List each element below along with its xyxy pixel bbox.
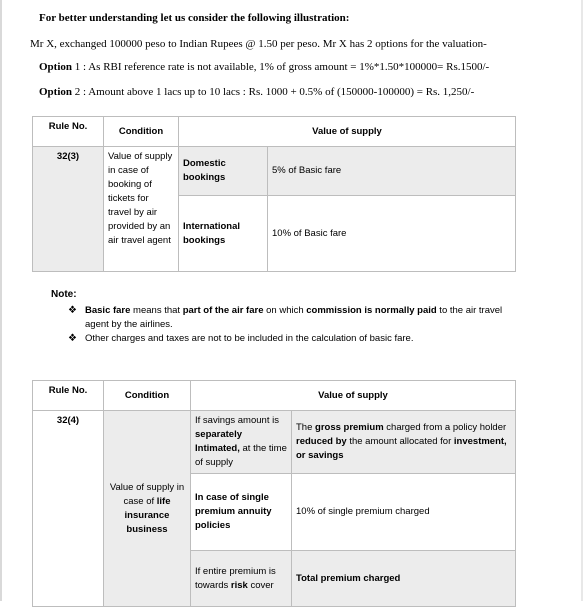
note-label: Note: (51, 289, 77, 300)
air-travel-agent-table (32, 116, 516, 272)
table-row (33, 147, 516, 196)
intro-paragraph: Mr X, exchanged 100000 peso to Indian Rupees @ 1.50 per peso. Mr X has 2 options for the valuation- (30, 38, 487, 50)
header-rule-no: Rule No. (33, 117, 104, 147)
option-1-label: Option (39, 61, 73, 73)
booking-type-domestic: Domestic bookings (179, 147, 268, 196)
table-header-row (33, 381, 516, 411)
value-domestic: 5% of Basic fare (268, 147, 516, 196)
value-savings-intimated: The gross premium charged from a policy holder reduced by the amount allocated for investment, or savings (292, 411, 516, 474)
rule-number: 32(4) (33, 411, 104, 607)
diamond-bullet-icon: ❖ (68, 305, 77, 316)
header-value-of-supply: Value of supply (191, 381, 516, 411)
option-2-text: 2 : Amount above 1 lacs up to 10 lacs : Rs. 1000 + 0.5% of (150000-100000) = Rs. 1,250/- (72, 86, 475, 98)
illustration-heading: For better understanding let us consider the following illustration: (39, 12, 350, 24)
header-rule-no: Rule No. (33, 381, 104, 411)
note-bullet-1: ❖ Basic fare means that part of the air fare on which commission is normally paid to the air travel agent by the airlines. (68, 305, 503, 330)
case-savings-intimated: If savings amount is separately Intimated, at the time of supply (191, 411, 292, 474)
condition-cell: Value of supply in case of booking of tickets for travel by air provided by an air travel agent (104, 147, 179, 272)
option-2-line (39, 86, 474, 98)
rule-number: 32(3) (33, 147, 104, 272)
header-value-of-supply: Value of supply (179, 117, 516, 147)
life-insurance-table (32, 380, 516, 607)
value-international: 10% of Basic fare (268, 196, 516, 272)
booking-type-international: International bookings (179, 196, 268, 272)
page-left-border (0, 0, 2, 601)
header-condition: Condition (104, 381, 191, 411)
note-bullet-2: ❖ Other charges and taxes are not to be included in the calculation of basic fare. (68, 333, 414, 344)
table-header-row (33, 117, 516, 147)
option-2-label: Option (39, 86, 73, 98)
case-entire-premium-risk: If entire premium is towards risk cover (191, 551, 292, 607)
option-1-text: 1 : As RBI reference rate is not available, 1% of gross amount = 1%*1.50*100000= Rs.1500/- (72, 61, 490, 73)
table-row (33, 411, 516, 474)
condition-cell: Value of supply in case of life insurance business (104, 411, 191, 607)
value-single-premium-annuity: 10% of single premium charged (292, 474, 516, 551)
value-entire-premium-risk: Total premium charged (292, 551, 516, 607)
header-condition: Condition (104, 117, 179, 147)
diamond-bullet-icon: ❖ (68, 333, 77, 344)
case-single-premium-annuity: In case of single premium annuity policies (191, 474, 292, 551)
option-1-line (39, 61, 489, 73)
